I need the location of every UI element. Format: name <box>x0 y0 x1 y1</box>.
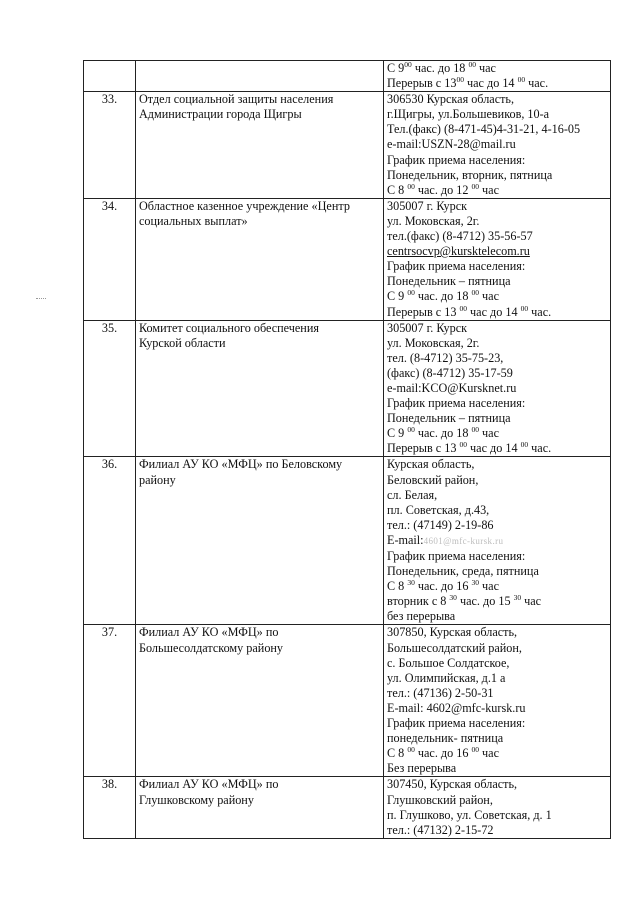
table-row <box>84 61 611 92</box>
organization-name <box>136 457 384 625</box>
address-line <box>387 336 607 351</box>
address-text: Перерыв с 13 <box>387 304 460 319</box>
address-line <box>387 564 607 579</box>
organization-name-line: району <box>139 472 176 487</box>
address-text: (факс) (8-4712) 35-17-59 <box>387 365 513 380</box>
time-minutes: 00 <box>459 303 467 313</box>
organization-name-line: Филиал АУ КО «МФЦ» по Беловскому <box>139 457 343 472</box>
margin-scan-mark <box>36 298 46 299</box>
table-row <box>84 198 611 320</box>
address-line <box>387 122 607 137</box>
address-text: График приема населения: <box>387 396 526 411</box>
organization-name-line: Отдел социальной защиты населения <box>139 92 334 107</box>
address-line <box>387 823 607 838</box>
time-minutes: 00 <box>468 60 476 69</box>
row-number: 34. <box>84 198 136 320</box>
organization-name-line: Администрации города Щигры <box>139 107 302 122</box>
address-line <box>387 396 607 411</box>
table-row <box>84 777 611 838</box>
address-line <box>387 518 607 533</box>
row-number: 37. <box>84 625 136 777</box>
address-contacts <box>384 320 611 457</box>
address-text: График приема населения: <box>387 152 526 167</box>
address-line <box>387 594 607 609</box>
address-line <box>387 274 607 289</box>
address-line <box>387 503 607 518</box>
address-text: Понедельник – пятница <box>387 411 511 426</box>
address-text: С 9 <box>387 61 405 75</box>
address-line <box>387 761 607 776</box>
address-text: e-mail:USZN-28@mail.ru <box>387 137 516 152</box>
address-line <box>387 441 607 456</box>
address-text: E-mail: <box>387 532 424 547</box>
table-row <box>84 625 611 777</box>
address-text: Глушковский район, <box>387 792 493 807</box>
address-line <box>387 305 607 320</box>
row-number: 36. <box>84 457 136 625</box>
address-line <box>387 731 607 746</box>
organization-name-line: Филиал АУ КО «МФЦ» по <box>139 625 279 640</box>
address-line <box>387 259 607 274</box>
address-line <box>387 229 607 244</box>
time-minutes: 00 <box>520 440 529 450</box>
address-text: тел.: (47149) 2-19-86 <box>387 517 494 532</box>
address-text: час до 14 <box>467 441 521 456</box>
time-minutes: 00 <box>471 745 479 755</box>
row-number: 33. <box>84 92 136 199</box>
address-text: час <box>479 289 499 304</box>
address-text: С 9 <box>387 289 408 304</box>
address-line <box>387 533 607 549</box>
organization-name-line: Глушковскому району <box>139 792 254 807</box>
address-text: понедельник- пятница <box>387 731 504 746</box>
time-minutes: 30 <box>471 578 479 588</box>
contacts-table <box>83 60 611 839</box>
address-line <box>387 549 607 564</box>
time-minutes: 30 <box>513 593 522 603</box>
address-text: вторник с 8 <box>387 594 450 609</box>
address-line <box>387 61 607 76</box>
address-text: час <box>479 182 499 197</box>
organization-name-line: Областное казенное учреждение «Центр <box>139 198 350 213</box>
address-text: час. до 12 <box>414 182 472 197</box>
address-text: час. до 16 <box>414 579 472 594</box>
address-text: тел.: (47136) 2-50-31 <box>387 685 494 700</box>
address-text: час. до 15 <box>456 594 514 609</box>
time-minutes: 00 <box>407 745 415 755</box>
address-line <box>387 366 607 381</box>
address-text: С 8 <box>387 182 408 197</box>
address-line <box>387 746 607 761</box>
organization-name-line: Большесолдатскому району <box>139 640 284 655</box>
address-text: 305007 г. Курск <box>387 198 468 213</box>
address-line <box>387 656 607 671</box>
address-line <box>387 579 607 594</box>
address-text: Без перерыва <box>387 761 457 776</box>
address-line <box>387 183 607 198</box>
address-contacts <box>384 457 611 625</box>
address-text: ул. Олимпийская, д.1 а <box>387 670 506 685</box>
address-text: Тел.(факс) (8-471-45)4-31-21, 4-16-05 <box>387 122 581 137</box>
organization-name <box>136 61 384 92</box>
time-minutes: 00 <box>471 425 479 435</box>
address-line <box>387 488 607 503</box>
address-line <box>387 321 607 336</box>
address-text: час <box>479 426 499 441</box>
organization-name <box>136 320 384 457</box>
time-minutes: 00 <box>471 288 479 298</box>
address-text: час <box>479 746 499 761</box>
address-line <box>387 153 607 168</box>
address-line <box>387 716 607 731</box>
address-contacts <box>384 777 611 838</box>
email-link[interactable]: centrsocvp@kursktelecom.ru <box>387 244 530 259</box>
time-minutes: 00 <box>407 425 415 435</box>
address-text: час до 14 <box>467 304 521 319</box>
address-text: пл. Советская, д.43, <box>387 502 490 517</box>
address-contacts <box>384 61 611 92</box>
address-line <box>387 168 607 183</box>
address-text: Понедельник – пятница <box>387 274 511 289</box>
address-line <box>387 411 607 426</box>
time-minutes: 00 <box>471 181 479 191</box>
organization-name <box>136 777 384 838</box>
address-line <box>387 351 607 366</box>
address-text: час. до 18 <box>414 289 472 304</box>
time-minutes: 00 <box>517 75 526 85</box>
address-line <box>387 92 607 107</box>
address-text: час. <box>528 304 552 319</box>
organization-name-line: Курской области <box>139 335 226 350</box>
address-line <box>387 473 607 488</box>
address-text: п. Глушково, ул. Советская, д. 1 <box>387 807 552 822</box>
table-row <box>84 320 611 457</box>
address-text: час до 14 <box>463 76 518 91</box>
address-text: С 9 <box>387 426 408 441</box>
organization-name-line: Комитет социального обеспечения <box>139 320 319 335</box>
organization-name <box>136 198 384 320</box>
address-text: час. <box>525 76 549 91</box>
address-text: Понедельник, среда, пятница <box>387 564 539 579</box>
address-text: тел. (8-4712) 35-75-23, <box>387 350 504 365</box>
address-contacts <box>384 92 611 199</box>
address-text: С 8 <box>387 579 408 594</box>
organization-name <box>136 92 384 199</box>
address-text: Понедельник, вторник, пятница <box>387 167 553 182</box>
address-line <box>387 671 607 686</box>
time-minutes: 30 <box>407 578 415 588</box>
address-text: ул. Моковская, 2г. <box>387 335 480 350</box>
contacts-table-body <box>84 61 611 839</box>
address-line <box>387 107 607 122</box>
organization-name-line: Филиал АУ КО «МФЦ» по <box>139 777 279 792</box>
address-text: 305007 г. Курск <box>387 320 468 335</box>
time-minutes: 00 <box>407 181 415 191</box>
address-text: час. до 18 <box>411 61 469 75</box>
address-line <box>387 793 607 808</box>
address-line <box>387 701 607 716</box>
address-line <box>387 641 607 656</box>
address-text: с. Большое Солдатское, <box>387 655 510 670</box>
address-line <box>387 457 607 472</box>
time-minutes: 00 <box>456 75 464 85</box>
address-line <box>387 214 607 229</box>
address-text: График приема населения: <box>387 259 526 274</box>
table-row <box>84 92 611 199</box>
row-number: 38. <box>84 777 136 838</box>
address-text: ул. Моковская, 2г. <box>387 213 480 228</box>
address-line <box>387 625 607 640</box>
address-line <box>387 244 607 259</box>
time-minutes: 00 <box>520 303 529 313</box>
address-contacts <box>384 198 611 320</box>
address-text: График приема населения: <box>387 549 526 563</box>
address-text: г.Щигры, ул.Большевиков, 10-а <box>387 107 550 122</box>
address-text: тел.: (47132) 2-15-72 <box>387 822 494 837</box>
address-text: без перерыва <box>387 609 456 624</box>
address-contacts <box>384 625 611 777</box>
row-number: 35. <box>84 320 136 457</box>
address-text: 307850, Курская область, <box>387 625 518 640</box>
address-text: час. до 18 <box>414 426 472 441</box>
table-row <box>84 457 611 625</box>
address-line <box>387 808 607 823</box>
row-number <box>84 61 136 92</box>
address-text: 307450, Курская область, <box>387 777 518 792</box>
time-minutes: 00 <box>407 288 415 298</box>
address-text: Большесолдатский район, <box>387 640 522 655</box>
address-text: Перерыв с 13 <box>387 441 460 456</box>
address-line <box>387 426 607 441</box>
address-text: 4601@mfc-kursk.ru <box>423 535 504 546</box>
organization-name <box>136 625 384 777</box>
organization-name-line: социальных выплат» <box>139 213 248 228</box>
address-text: час <box>521 594 542 609</box>
address-text: час <box>479 579 499 594</box>
address-text: час. до 16 <box>414 746 472 761</box>
address-text: тел.(факс) (8-4712) 35-56-57 <box>387 229 533 244</box>
address-line <box>387 777 607 792</box>
address-line <box>387 137 607 152</box>
time-minutes: 00 <box>459 440 467 450</box>
address-line <box>387 289 607 304</box>
address-text: E-mail: 4602@mfc-kursk.ru <box>387 700 526 715</box>
address-line <box>387 76 607 91</box>
address-text: Перерыв с 13 <box>387 76 457 91</box>
address-text: График приема населения: <box>387 716 526 731</box>
address-line <box>387 199 607 214</box>
address-text: час <box>475 61 496 75</box>
address-text: 306530 Курская область, <box>387 92 515 107</box>
address-text: Курская область, <box>387 457 475 472</box>
address-text: e-mail:KCO@Kursknet.ru <box>387 380 517 395</box>
time-minutes: 00 <box>404 60 412 69</box>
address-text: Беловский район, <box>387 472 479 487</box>
address-text: сл. Белая, <box>387 487 438 502</box>
address-text: час. <box>528 441 552 456</box>
address-text: С 8 <box>387 746 408 761</box>
address-line <box>387 609 607 624</box>
address-line <box>387 686 607 701</box>
time-minutes: 30 <box>449 593 457 603</box>
address-line <box>387 381 607 396</box>
